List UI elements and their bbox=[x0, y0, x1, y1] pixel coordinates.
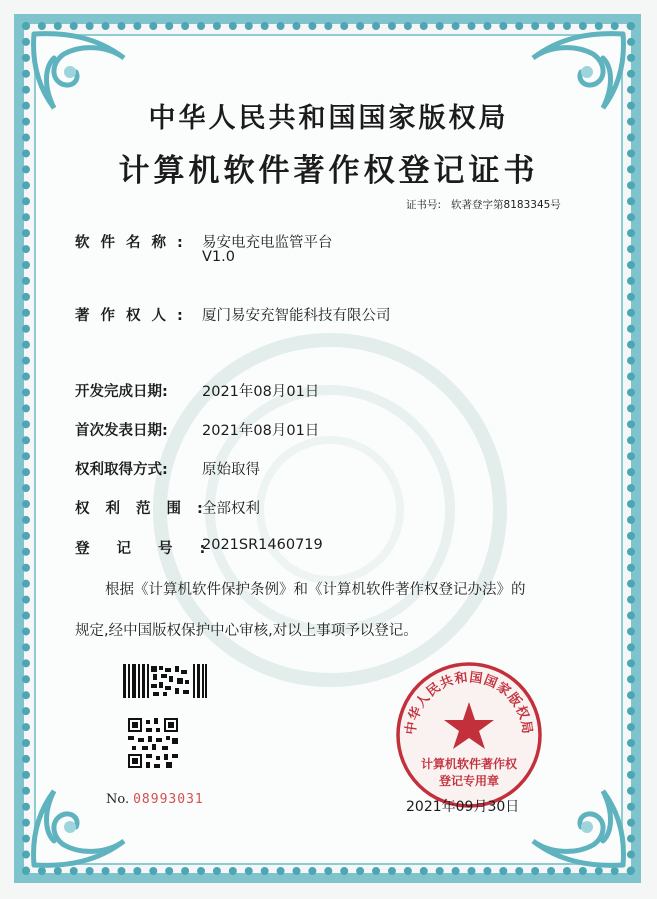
acquire-method-value: 原始取得 bbox=[202, 462, 260, 478]
software-version-value: V1.0 bbox=[202, 249, 235, 265]
first-publish-value: 2021年08月01日 bbox=[202, 423, 320, 439]
barcode-image bbox=[123, 664, 207, 698]
certificate-number bbox=[406, 197, 561, 212]
owner-label: 著作权人: bbox=[75, 308, 194, 324]
dev-complete-label: 开发完成日期: bbox=[75, 384, 168, 400]
rights-scope-label: 权利范围: bbox=[75, 501, 219, 517]
certificate-number-value: 软著登字第8183345号 bbox=[451, 199, 561, 211]
serial-number-label: No. bbox=[106, 792, 130, 807]
certificate-number-label: 证书号: bbox=[406, 199, 442, 211]
issue-date: 2021年09月30日 bbox=[406, 799, 520, 815]
rights-scope-value: 全部权利 bbox=[202, 501, 260, 517]
acquire-method-label: 权利取得方式: bbox=[75, 462, 168, 478]
seal-ring-text: 中华人民共和国国家版权局 bbox=[403, 670, 535, 736]
owner-value: 厦门易安充智能科技有限公司 bbox=[202, 308, 391, 324]
first-publish-label: 首次发表日期: bbox=[75, 423, 168, 439]
seal-line-2: 登记专用章 bbox=[438, 774, 499, 788]
registration-number-label: 登记号: bbox=[75, 541, 233, 557]
serial-number bbox=[106, 792, 204, 807]
registration-statement bbox=[75, 570, 595, 652]
qr-code-image bbox=[128, 718, 178, 768]
serial-number-value: 08993031 bbox=[133, 792, 204, 807]
certificate-title: 计算机软件著作权登记证书 bbox=[118, 153, 539, 189]
dev-complete-value: 2021年08月01日 bbox=[202, 384, 320, 400]
issuer-heading: 中华人民共和国国家版权局 bbox=[148, 103, 509, 134]
statement-line-2: 规定,经中国版权保护中心审核,对以上事项予以登记。 bbox=[75, 623, 418, 639]
software-name-value: 易安电充电监管平台 bbox=[202, 235, 333, 251]
statement-line-1: 根据《计算机软件保护条例》和《计算机软件著作权登记办法》的 bbox=[105, 582, 526, 598]
seal-line-1: 计算机软件著作权 bbox=[420, 757, 517, 771]
registration-number-value: 2021SR1460719 bbox=[202, 537, 323, 553]
software-name-label: 软件名称: bbox=[75, 235, 194, 251]
official-red-seal bbox=[394, 660, 544, 810]
